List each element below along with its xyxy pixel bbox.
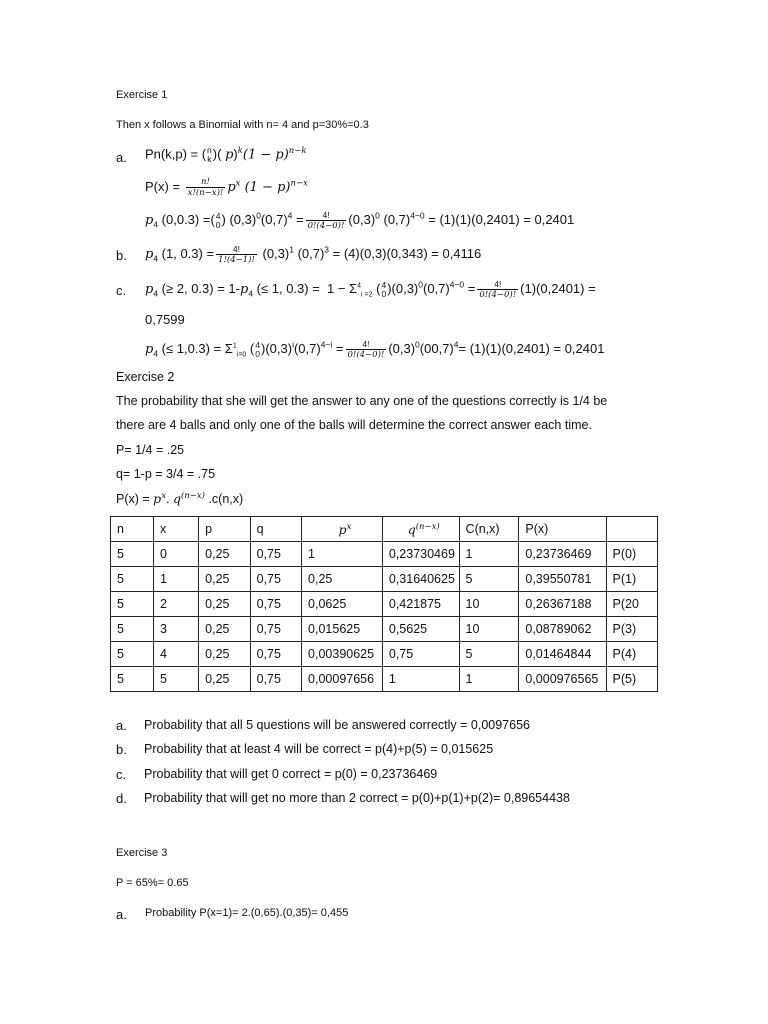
table-cell: 0,26367188 bbox=[519, 592, 606, 617]
exercise-1-b-label: b. bbox=[116, 248, 127, 263]
table-cell: 0,39550781 bbox=[519, 567, 606, 592]
exercise-1-b-formula: $p_4$ (1, 0.3) = $\frac{4!}{1!(4-1)!}$ $(0,3)^1$ $(0,7)^3 = (4)(0,3)(0,343) = 0,4116$ bbox=[145, 244, 482, 265]
table-cell: 0,23730469 bbox=[382, 542, 459, 567]
answer-text: Probability that will get no more than 2 correct = p(0)+p(1)+p(2)= 0,89654438 bbox=[144, 791, 570, 805]
table-cell: 3 bbox=[154, 617, 199, 642]
table-cell: 0,421875 bbox=[382, 592, 459, 617]
table-cell: 5 bbox=[111, 667, 154, 692]
header-x: x bbox=[154, 517, 199, 542]
exercise-3-p-value: P = 65%= 0.65 bbox=[116, 877, 189, 889]
table-cell: 0,75 bbox=[250, 667, 301, 692]
table-cell: 0,75 bbox=[250, 567, 301, 592]
table-cell: 0,08789062 bbox=[519, 617, 606, 642]
table-cell: 5 bbox=[111, 617, 154, 642]
table-cell: 0,00390625 bbox=[302, 642, 383, 667]
table-cell: 0,000976565 bbox=[519, 667, 606, 692]
table-cell: 5 bbox=[111, 542, 154, 567]
table-cell: 0,75 bbox=[250, 592, 301, 617]
exercise-1-a-formula-3: $p_4$ (0,0.3) =( 4 0 ) $(0,3)^0(0,7)^4$ = $\frac{4!}{0!(4-0)!}$ $(0,3)^0$ $(0,7)^{4-0} = (1)(1)(0,2401) = 0,2401$ bbox=[145, 210, 575, 231]
exercise-3-a-text: Probability P(x=1)= 2.(0,65).(0,35)= 0,455 bbox=[145, 907, 349, 919]
table-cell: 0,25 bbox=[302, 567, 383, 592]
table-row bbox=[111, 617, 658, 642]
table-cell: 0,23736469 bbox=[519, 542, 606, 567]
exercise-2-p-value: P= 1/4 = .25 bbox=[116, 443, 185, 457]
table-cell: P(1) bbox=[606, 567, 658, 592]
table-cell: 2 bbox=[154, 592, 199, 617]
header-q-pow-n-minus-x: $q^{(n-x)}$ bbox=[382, 517, 459, 542]
exercise-1-title: Exercise 1 bbox=[116, 89, 168, 101]
table-cell: 0,00097656 bbox=[302, 667, 383, 692]
table-cell: 0,0625 bbox=[302, 592, 383, 617]
exercise-1-c-formula-1: $p_4$ (≥ 2, $0.3) = 1-p_4$ (≤ 1, $0.3) = 1 - \Sigma^4_{i =2}$ ( 4 0 )$(0,3)^0(0,7)^{4-0}$ = $\frac{4!}{0!(4-0)!}$ (1)(0,2401) = bbox=[145, 279, 596, 300]
exercise-1-a-formula-1: Pn(k,p) = ( n k )( $p)^k(1 - p)^{n-k}$ bbox=[145, 145, 307, 164]
exercise-1-c-label: c. bbox=[116, 283, 127, 298]
exercise-2-title: Exercise 2 bbox=[116, 370, 175, 384]
answer-label: d. bbox=[116, 791, 127, 806]
table-row bbox=[111, 592, 658, 617]
table-cell: 0,31640625 bbox=[382, 567, 459, 592]
table-cell: 0,5625 bbox=[382, 617, 459, 642]
table-body bbox=[111, 542, 658, 692]
table-cell: 5 bbox=[154, 667, 199, 692]
exercise-2-paragraph-line-1: The probability that she will get the answer to any one of the questions correctly is 1/4 be bbox=[116, 394, 608, 408]
table-cell: 5 bbox=[111, 642, 154, 667]
exercise-2-paragraph-line-2: there are 4 balls and only one of the balls will determine the correct answer each time. bbox=[116, 418, 592, 432]
table-cell: 1 bbox=[302, 542, 383, 567]
table-cell: 0 bbox=[154, 542, 199, 567]
answer-text: Probability that will get 0 correct = p(0) = 0,23736469 bbox=[144, 767, 438, 781]
table-cell: 4 bbox=[154, 642, 199, 667]
exercise-1-a-formula-2: P(x) = $\frac{n!}{x!(n-x)!}$ $p^x$ $(1 - p)^{n-x}$ bbox=[145, 177, 308, 198]
table-cell: 1 bbox=[382, 667, 459, 692]
answer-text: Probability that all 5 questions will be answered correctly = 0,0097656 bbox=[144, 718, 530, 732]
table-cell: 0,01464844 bbox=[519, 642, 606, 667]
exercise-3-title: Exercise 3 bbox=[116, 847, 168, 859]
header-p: p bbox=[199, 517, 250, 542]
table-header-row bbox=[111, 517, 658, 542]
table-row bbox=[111, 667, 658, 692]
answer-label: a. bbox=[116, 718, 127, 733]
table-cell: 0,015625 bbox=[302, 617, 383, 642]
table-cell: 0,25 bbox=[199, 642, 250, 667]
table-cell: 0,25 bbox=[199, 617, 250, 642]
exercise-1-c-result: 0,7599 bbox=[145, 312, 185, 327]
header-cnx: C(n,x) bbox=[459, 517, 519, 542]
table-cell: 1 bbox=[154, 567, 199, 592]
table-cell: 0,25 bbox=[199, 592, 250, 617]
exercise-1-intro: Then x follows a Binomial with n= 4 and p=30%=0.3 bbox=[116, 119, 369, 131]
table-row bbox=[111, 567, 658, 592]
table-cell: 0,75 bbox=[250, 542, 301, 567]
table-cell: 5 bbox=[459, 642, 519, 667]
header-n: n bbox=[111, 517, 154, 542]
table-row bbox=[111, 642, 658, 667]
table-cell: P(3) bbox=[606, 617, 658, 642]
answer-label: c. bbox=[116, 767, 127, 782]
table-cell: 10 bbox=[459, 592, 519, 617]
exercise-2-px-formula: $P(x) = p^x$. $q^{(n-x)}$ .c(n,x) bbox=[116, 491, 244, 507]
table-cell: 0,25 bbox=[199, 542, 250, 567]
exercise-1-c-formula-2: $p_4$ (≤ $1,0.3) = \Sigma^1_{i=0}$ ( 4 0 )$(0,3)^i(0,7)^{4-i}$ = $\frac{4!}{0!(4-0)!}$ $(0,3)^0(00,7)^4= (1)(1)(0,2401) = 0,2401$ bbox=[145, 339, 605, 360]
table-cell: P(5) bbox=[606, 667, 658, 692]
header-p-pow-x: $p^x$ bbox=[302, 517, 383, 542]
table-cell: P(4) bbox=[606, 642, 658, 667]
probability-table bbox=[110, 516, 658, 692]
table-cell: 1 bbox=[459, 542, 519, 567]
table-cell: 5 bbox=[111, 567, 154, 592]
table-cell: P(0) bbox=[606, 542, 658, 567]
table-cell: 1 bbox=[459, 667, 519, 692]
header-q: q bbox=[250, 517, 301, 542]
table-cell: 5 bbox=[111, 592, 154, 617]
exercise-1-a-label: a. bbox=[116, 150, 127, 165]
answer-label: b. bbox=[116, 742, 127, 757]
header-px: P(x) bbox=[519, 517, 606, 542]
table-cell: 0,25 bbox=[199, 667, 250, 692]
table-cell: P(20 bbox=[606, 592, 658, 617]
table-cell: 0,75 bbox=[250, 642, 301, 667]
table-cell: 0,75 bbox=[250, 617, 301, 642]
exercise-3-a-label: a. bbox=[116, 907, 127, 922]
header-label bbox=[606, 517, 658, 542]
table-cell: 0,75 bbox=[382, 642, 459, 667]
table-cell: 10 bbox=[459, 617, 519, 642]
answer-text: Probability that at least 4 will be correct = p(4)+p(5) = 0,015625 bbox=[144, 742, 494, 756]
table-cell: 0,25 bbox=[199, 567, 250, 592]
exercise-2-q-value: q= 1-p = 3/4 = .75 bbox=[116, 467, 216, 481]
table-cell: 5 bbox=[459, 567, 519, 592]
table-row bbox=[111, 542, 658, 567]
